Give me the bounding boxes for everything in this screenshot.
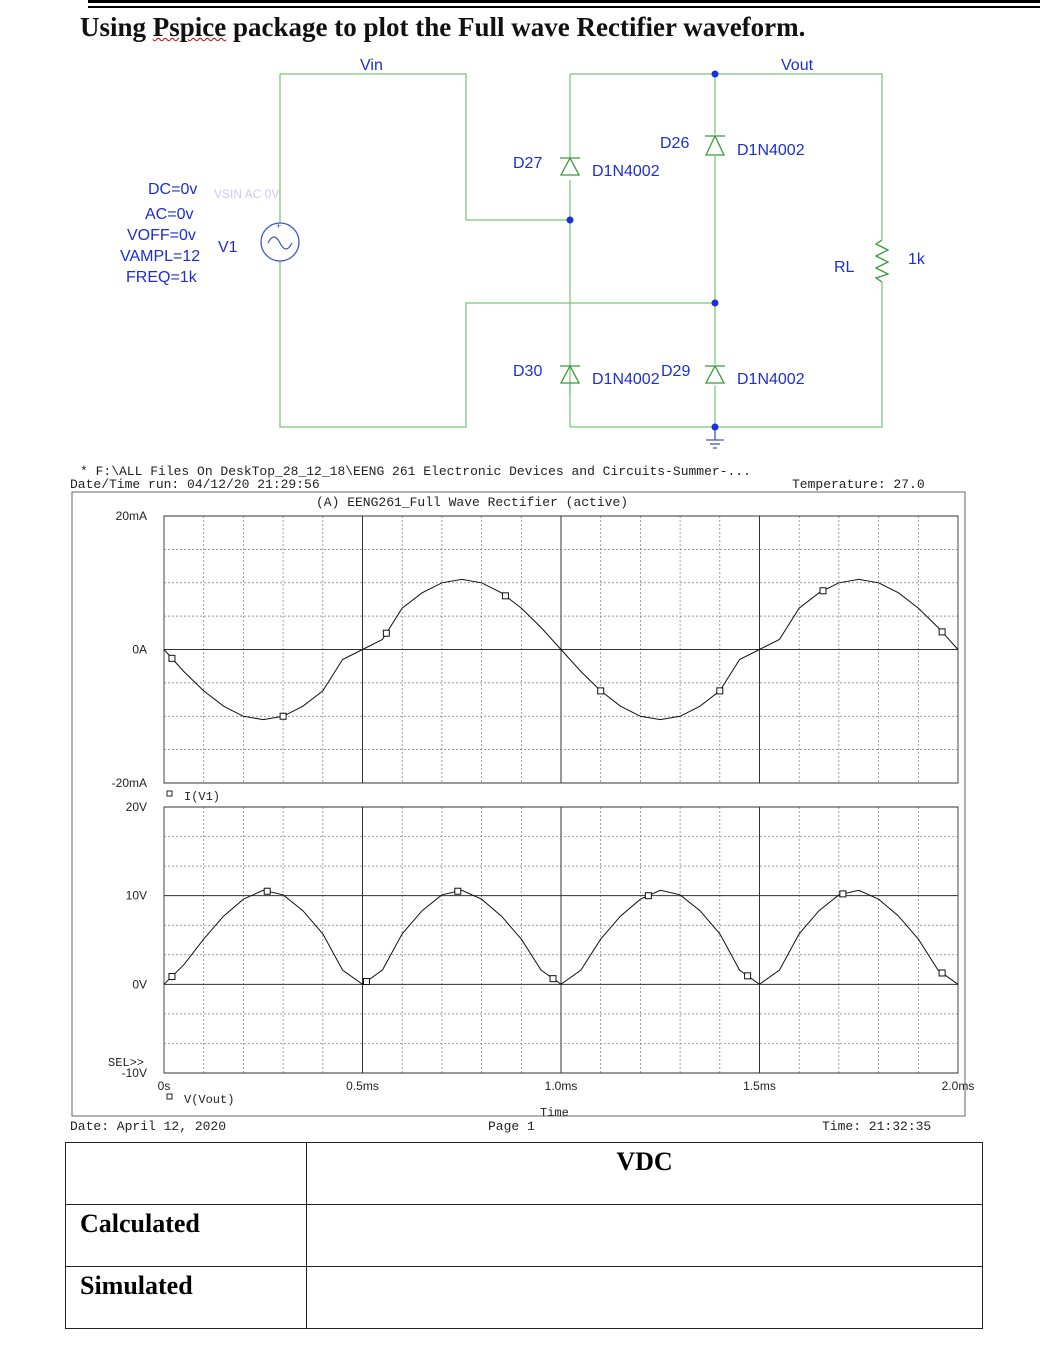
source-ghost-label: VSIN AC 0V [214,187,280,201]
rectifier-schematic [0,0,1040,470]
series-marker [169,655,175,661]
series-marker [502,593,508,599]
series-marker [264,888,270,894]
y-tick-label: 10V [125,888,147,903]
sine-source-symbol [261,221,299,261]
plot2-legend-marker [167,1094,172,1099]
probe-plot-window [0,488,1040,1148]
series-marker [820,588,826,594]
x-tick-label: 1.0ms [544,1079,578,1093]
y-tick-label: -20mA [111,776,147,790]
diode-symbol-d27 [560,158,580,175]
series-marker [717,688,723,694]
simulated-value-cell[interactable] [307,1267,983,1329]
y-tick-label: -10V [121,1066,147,1080]
page-title: Using Pspice package to plot the Full wave Rectifier waveform. [80,12,806,42]
diode-model-label: D1N4002 [592,371,660,388]
series-marker [645,893,651,899]
diode-model-label: D1N4002 [592,163,660,180]
probe-file-path: * F:\ALL Files On DeskTop_28_12_18\EENG 261 Electronic Devices and Circuits-Summer-... [80,464,751,479]
table-cell [66,1205,307,1267]
time-axis-label: Time [540,1106,569,1120]
series-marker [383,630,389,636]
table-cell [66,1267,307,1329]
diode-ref-label: D26 [660,135,690,152]
resistor-value-label: 1k [908,251,925,268]
series-marker [939,629,945,635]
resistor-ref-label: RL [834,259,855,276]
net-label-vin: Vin [360,57,383,74]
series-marker [745,973,751,979]
diode-ref-label: D29 [661,363,691,380]
row-label-simulated: Simulated [80,1271,193,1300]
footer-time: Time: 21:32:35 [822,1119,932,1134]
current-plot [112,509,958,790]
series-marker [939,970,945,976]
table-row [66,1143,983,1205]
y-tick-label: 0V [132,977,147,992]
net-label-vout: Vout [781,57,814,74]
diode-ref-label: D27 [513,155,543,172]
resistor-symbol-rl [876,240,888,282]
calculated-value-cell[interactable] [307,1205,983,1267]
series-marker [455,888,461,894]
vdc-header: VDC [616,1147,673,1176]
diode-ref-label: D30 [513,363,543,380]
source-param: VOFF=0v [127,227,196,244]
table-cell [66,1143,307,1205]
y-tick-label: 20mA [115,509,147,523]
voltage-plot [122,800,975,1093]
footer-page: Page 1 [488,1119,535,1134]
table-row [66,1205,983,1267]
series-marker [550,976,556,982]
series-marker [280,713,286,719]
series-marker [840,891,846,897]
footer-date: Date: April 12, 2020 [70,1119,227,1134]
probe-temperature: Temperature: 27.0 [792,477,925,492]
source-param: VAMPL=12 [120,248,201,265]
source-param: DC=0v [148,181,198,198]
series-marker [598,688,604,694]
table-row [66,1267,983,1329]
spellcheck-word: Pspice [152,12,227,42]
x-tick-label: 0.5ms [346,1079,379,1093]
plot2-legend: V(Vout) [184,1093,235,1107]
table-cell [307,1143,983,1205]
diode-symbol-d29 [705,366,725,383]
y-tick-label: 20V [125,800,147,814]
x-tick-label: 2.0ms [941,1079,975,1093]
x-tick-label: 1.5ms [743,1079,776,1093]
source-ref-label: V1 [218,239,238,256]
series-marker [169,974,175,980]
plot-section-title: (A) EENG261_Full Wave Rectifier (active) [316,495,629,510]
series-marker [363,978,369,984]
results-table [65,1142,983,1329]
plot1-legend-marker [167,791,172,796]
x-tick-label: 0s [157,1079,171,1093]
svg-text:+: + [276,221,282,231]
row-label-calculated: Calculated [80,1209,200,1238]
source-param: AC=0v [145,206,194,223]
y-tick-label: 0A [132,642,147,657]
probe-run-datetime: Date/Time run: 04/12/20 21:29:56 [70,477,320,492]
diode-model-label: D1N4002 [737,142,805,159]
sel-indicator: SEL>> [108,1056,145,1070]
diode-symbol-d26 [705,136,725,155]
diode-model-label: D1N4002 [737,371,805,388]
plot1-legend: I(V1) [184,790,221,804]
source-param: FREQ=1k [126,269,197,286]
